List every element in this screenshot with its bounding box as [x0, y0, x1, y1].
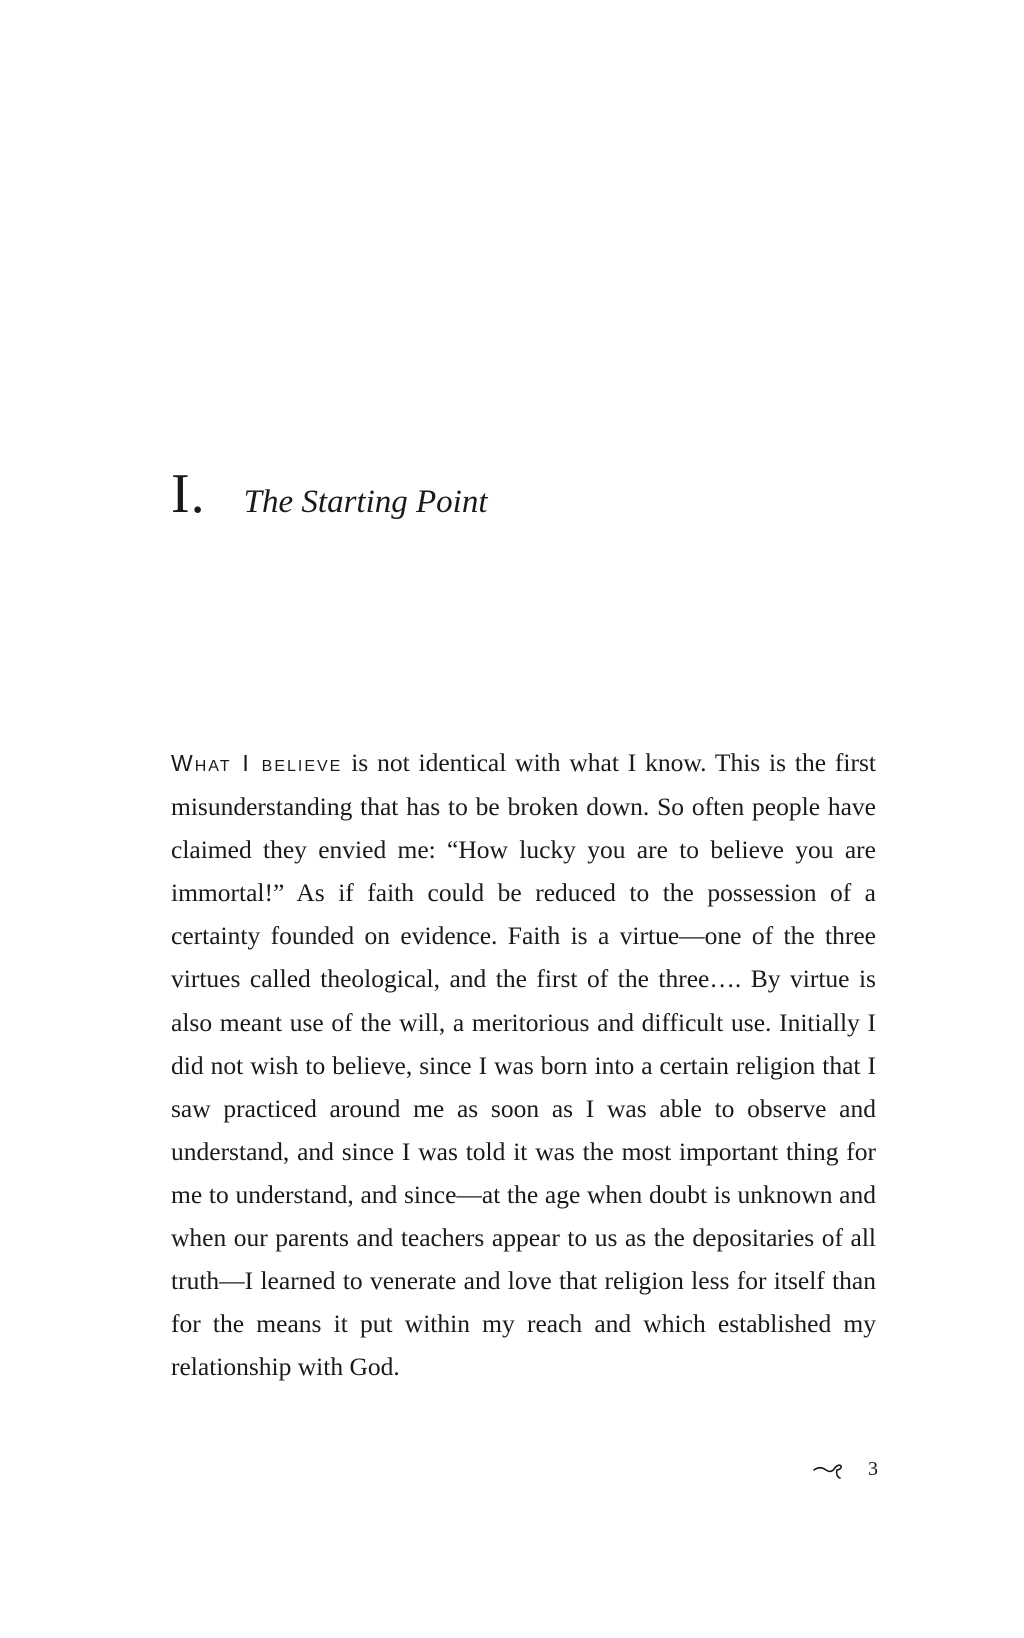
flourish-ornament-icon — [812, 1460, 844, 1480]
paragraph-text: is not identical with what I know. This is the first misunderstanding that has to be broken down. So often people have claimed they envied me: “How lucky you are to believe you are immortal!” As if faith could be reduced to the possession of a certainty founded on evidence. Faith is a virtue—one of the three virtues called theological, and the first of the three…. By virtue is also meant use of the will, a meritorious and difficult use. Initially I did not wish to believe, since I was born into a certain religion that I saw practiced around me as soon as I was able to observe and understand, and since I was told it was the most important thing for me to understand, and since—at the age when doubt is unknown and when our parents and teachers appear to us as the depositaries of all truth—I learned to venerate and love that religion less for itself than for the means it put within my reach and which established my relationship with God. — [171, 748, 876, 1382]
chapter-number: I. — [171, 463, 206, 525]
chapter-title: The Starting Point — [243, 484, 488, 520]
chapter-heading — [171, 462, 488, 526]
page-footer — [812, 1458, 878, 1481]
page-number: 3 — [868, 1458, 878, 1480]
body-paragraph — [171, 741, 876, 1388]
paragraph-lead-in: What I believe — [171, 750, 343, 776]
